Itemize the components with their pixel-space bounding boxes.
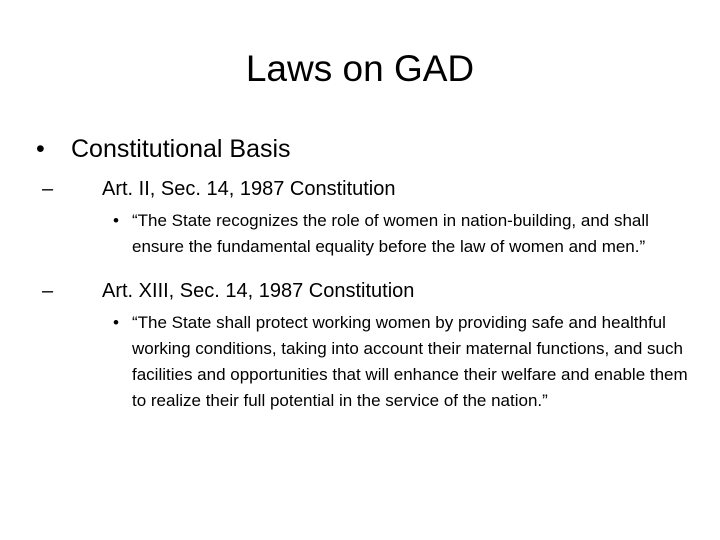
quote-art-xiii [113,310,696,414]
sub-bullet-art-xiii [42,276,696,306]
bullet-marker: • [113,211,119,230]
quote-art-ii [113,208,696,260]
quote-text: “The State shall protect working women by providing safe and healthful working conditions, taking into account their maternal functions, and such facilities and opportunities that will enhance their welfare and enable them to realize their full potential in the service of the nation.” [132,313,688,410]
bullet-marker: • [36,135,45,163]
sub-bullet-art-ii [42,174,696,204]
bullet-marker: • [113,313,119,332]
slide-content [36,132,696,414]
bullet-text: Constitutional Basis [71,135,291,163]
dash-marker: – [42,178,54,200]
bullet-constitutional-basis [36,132,696,166]
spacer [36,260,696,268]
sub-bullet-text: Art. II, Sec. 14, 1987 Constitution [102,178,396,200]
sub-bullet-text: Art. XIII, Sec. 14, 1987 Constitution [102,280,415,302]
quote-text: “The State recognizes the role of women in nation-building, and shall ensure the fundamental equality before the law of women and men.” [132,211,649,256]
dash-marker: – [42,280,54,302]
slide-title: Laws on GAD [245,48,475,89]
